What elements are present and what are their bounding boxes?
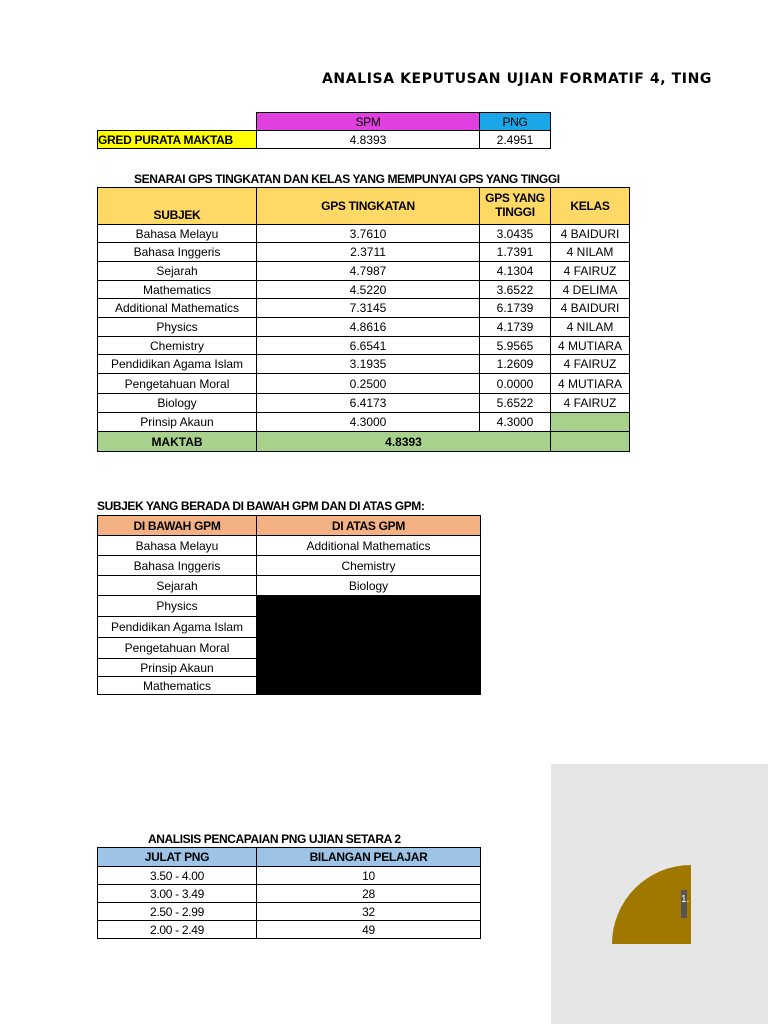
kelas-cell: 4 MUTIARA — [551, 337, 630, 355]
gps-tinggi-cell: 3.6522 — [480, 281, 551, 299]
gps-tingkatan-cell: 3.1935 — [257, 355, 480, 374]
subjek-cell: Mathematics — [98, 281, 257, 299]
gps-tingkatan-cell: 2.3711 — [257, 243, 480, 262]
di-atas-gpm-cell: Chemistry — [257, 556, 481, 576]
table-row — [98, 355, 630, 374]
pie-label: 1. — [681, 894, 690, 905]
gps-tingkatan-cell: 7.3145 — [257, 299, 480, 318]
kelas-cell: 4 DELIMA — [551, 281, 630, 299]
subjek-cell: Pendidikan Agama Islam — [98, 355, 257, 374]
table-row — [98, 281, 630, 299]
bilangan-pelajar-cell: 10 — [257, 867, 481, 885]
kelas-cell: 4 BAIDURI — [551, 299, 630, 318]
di-bawah-gpm-cell: Physics — [98, 596, 257, 617]
kelas-cell: 4 MUTIARA — [551, 374, 630, 394]
subjek-cell: Sejarah — [98, 262, 257, 281]
kelas-cell: 4 FAIRUZ — [551, 394, 630, 413]
di-bawah-gpm-cell: Mathematics — [98, 677, 257, 695]
gps-tingkatan-cell: 4.3000 — [257, 413, 480, 432]
di-bawah-gpm-cell: Pendidikan Agama Islam — [98, 617, 257, 638]
table-row — [98, 903, 481, 921]
di-bawah-gpm-cell: Bahasa Inggeris — [98, 556, 257, 576]
maktab-value: 4.8393 — [257, 432, 551, 452]
julat-png-cell: 3.50 - 4.00 — [98, 867, 257, 885]
subjek-cell: Prinsip Akaun — [98, 413, 257, 432]
gps-tingkatan-cell: 0.2500 — [257, 374, 480, 394]
maktab-label: MAKTAB — [98, 432, 257, 452]
gps-tingkatan-cell: 6.4173 — [257, 394, 480, 413]
subjek-cell: Additional Mathematics — [98, 299, 257, 318]
subjek-cell: Chemistry — [98, 337, 257, 355]
table-row — [98, 337, 630, 355]
table-row — [98, 374, 630, 394]
pie-slice — [612, 865, 691, 944]
di-bawah-gpm-cell: Bahasa Melayu — [98, 536, 257, 556]
di-atas-gpm-cell: Biology — [257, 576, 481, 596]
gps-tingkatan-cell: 4.7987 — [257, 262, 480, 281]
gps-tingkatan-cell: 3.7610 — [257, 225, 480, 243]
subjek-cell: Physics — [98, 318, 257, 337]
table-row — [98, 225, 630, 243]
header-kelas: KELAS — [551, 188, 630, 225]
png-header: PNG — [480, 113, 551, 131]
gred-purata-label: GRED PURATA MAKTAB — [98, 131, 257, 149]
header-di-bawah-gpm: DI BAWAH GPM — [98, 516, 257, 536]
chart-fragment — [551, 764, 768, 1024]
kelas-cell: 4 FAIRUZ — [551, 262, 630, 281]
bilangan-pelajar-cell: 49 — [257, 921, 481, 939]
table-row — [98, 536, 481, 556]
table-row — [98, 318, 630, 337]
gps-heading: SENARAI GPS TINGKATAN DAN KELAS YANG MEMPUNYAI GPS YANG TINGGI — [134, 172, 560, 186]
kelas-cell: 4 NILAM — [551, 243, 630, 262]
gps-tinggi-cell: 6.1739 — [480, 299, 551, 318]
header-di-atas-gpm: DI ATAS GPM — [257, 516, 481, 536]
table-row — [98, 596, 481, 617]
gps-tingkatan-cell: 6.6541 — [257, 337, 480, 355]
gps-tinggi-cell: 5.9565 — [480, 337, 551, 355]
header-gps-tinggi: GPS YANG TINGGI — [480, 188, 551, 225]
di-bawah-gpm-cell: Pengetahuan Moral — [98, 638, 257, 659]
gpm-heading: SUBJEK YANG BERADA DI BAWAH GPM DAN DI ATAS GPM: — [97, 499, 425, 513]
gps-tinggi-cell: 1.7391 — [480, 243, 551, 262]
subjek-cell: Biology — [98, 394, 257, 413]
pie-chart-fragment — [551, 764, 768, 1024]
gpm-table — [97, 515, 481, 695]
gps-tinggi-cell: 4.1304 — [480, 262, 551, 281]
table-row — [98, 394, 630, 413]
gps-table — [97, 187, 630, 452]
table-row — [98, 867, 481, 885]
julat-png-cell: 3.00 - 3.49 — [98, 885, 257, 903]
di-bawah-gpm-cell: Prinsip Akaun — [98, 659, 257, 677]
table-row — [98, 413, 630, 432]
di-bawah-gpm-cell: Sejarah — [98, 576, 257, 596]
table-row — [98, 243, 630, 262]
di-atas-gpm-cell: Additional Mathematics — [257, 536, 481, 556]
png-heading: ANALISIS PENCAPAIAN PNG UJIAN SETARA 2 — [148, 832, 401, 846]
header-gps-tingkatan: GPS TINGKATAN — [257, 188, 480, 225]
page-title: ANALISA KEPUTUSAN UJIAN FORMATIF 4, TING — [322, 71, 713, 87]
png-table — [97, 847, 481, 939]
table-row — [98, 885, 481, 903]
spm-header: SPM — [257, 113, 480, 131]
header-subjek: SUBJEK — [98, 188, 257, 225]
subjek-cell: Pengetahuan Moral — [98, 374, 257, 394]
table-row — [98, 262, 630, 281]
table-row — [98, 921, 481, 939]
table-row — [98, 299, 630, 318]
gps-tinggi-cell: 1.2609 — [480, 355, 551, 374]
gps-tinggi-cell: 5.6522 — [480, 394, 551, 413]
julat-png-cell: 2.50 - 2.99 — [98, 903, 257, 921]
blacked-out-area — [257, 596, 481, 695]
subjek-cell: Bahasa Inggeris — [98, 243, 257, 262]
kelas-cell: 4 BAIDURI — [551, 225, 630, 243]
bilangan-pelajar-cell: 32 — [257, 903, 481, 921]
gred-purata-table — [97, 112, 551, 149]
gps-tingkatan-cell: 4.8616 — [257, 318, 480, 337]
kelas-cell — [551, 413, 630, 432]
subjek-cell: Bahasa Melayu — [98, 225, 257, 243]
gps-tinggi-cell: 4.1739 — [480, 318, 551, 337]
gps-tinggi-cell: 3.0435 — [480, 225, 551, 243]
kelas-cell: 4 FAIRUZ — [551, 355, 630, 374]
gps-tingkatan-cell: 4.5220 — [257, 281, 480, 299]
table-row — [98, 556, 481, 576]
spm-value: 4.8393 — [257, 131, 480, 149]
gps-tinggi-cell: 4.3000 — [480, 413, 551, 432]
bilangan-pelajar-cell: 28 — [257, 885, 481, 903]
table-row — [98, 576, 481, 596]
kelas-cell: 4 NILAM — [551, 318, 630, 337]
gps-tinggi-cell: 0.0000 — [480, 374, 551, 394]
header-bilangan-pelajar: BILANGAN PELAJAR — [257, 848, 481, 867]
julat-png-cell: 2.00 - 2.49 — [98, 921, 257, 939]
png-value: 2.4951 — [480, 131, 551, 149]
header-julat-png: JULAT PNG — [98, 848, 257, 867]
